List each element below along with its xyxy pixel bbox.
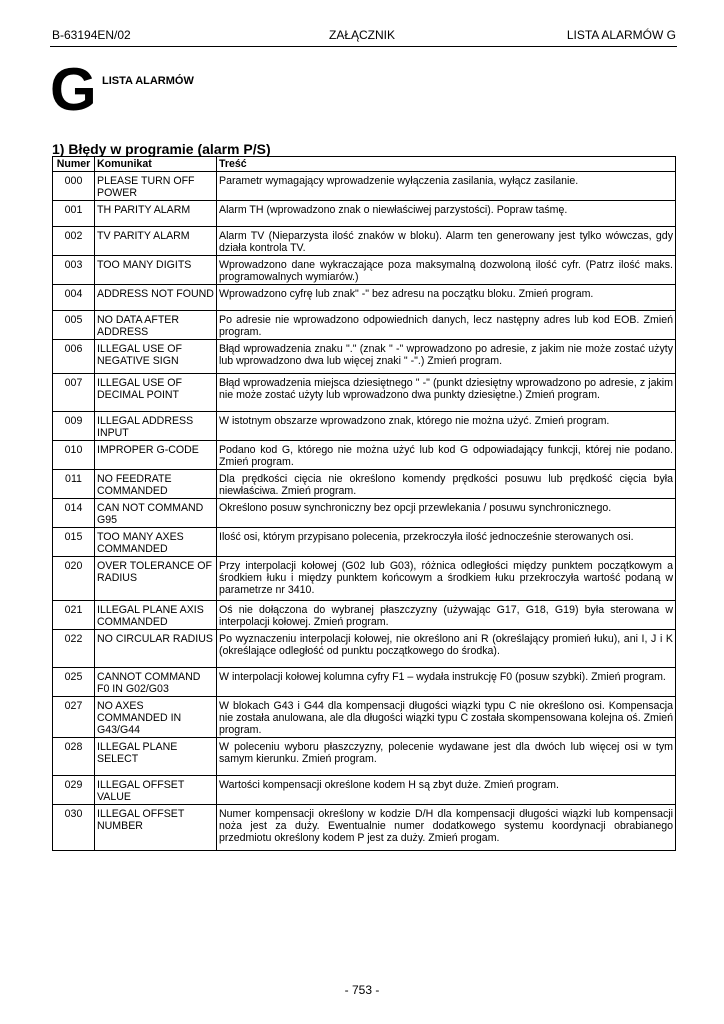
alarm-description: Numer kompensacji określony w kodzie D/H dla kompensacji długości wiązki lub kompensacji noża jest za duży. Ewentualnie numer dodatkowego systemu koordynacji obrabianego przedmiotu określony kodem P jest za duży. Zmień progam.: [217, 805, 676, 851]
page-number: - 753 -: [344, 983, 380, 997]
alarm-message: ILLEGAL OFFSET VALUE: [95, 776, 217, 805]
alarm-number: 009: [53, 412, 95, 441]
section-title: 1) Błędy w programie (alarm P/S): [52, 141, 271, 157]
alarm-description: Wprowadzono dane wykraczające poza maksymalną dozwoloną ilość cyfr. (Patrz ilość maks. programowalnych wymiarów.): [217, 256, 676, 285]
header-chapter: ZAŁĄCZNIK: [328, 28, 395, 42]
alarm-message: CAN NOT COMMAND G95: [95, 499, 217, 528]
alarm-description: Błąd wprowadzenia miejsca dziesiętnego " -" (punkt dziesiętny wprowadzono po adresie, z jakim nie może zostać użyty lub wprowadzono dwa punkty dziesiętne.) Zmień program.: [217, 374, 676, 412]
table-row: [53, 311, 676, 340]
alarm-message: ADDRESS NOT FOUND: [95, 285, 217, 311]
alarm-message: NO FEEDRATE COMMANDED: [95, 470, 217, 499]
alarm-number: 007: [53, 374, 95, 412]
table-row: [53, 470, 676, 499]
alarm-description: Określono posuw synchroniczny bez opcji przewlekania / posuwu synchronicznego.: [217, 499, 676, 528]
alarm-description: Przy interpolacji kołowej (G02 lub G03), różnica odległości między punktem początkowym a środkiem łuku i między punktem końcowym a środkiem łuku przekroczyła wartość podaną w parametrze nr 3410.: [217, 557, 676, 601]
alarm-description: Dla prędkości cięcia nie określono komendy prędkości posuwu lub prędkość cięcia była niewłaściwa. Zmień program.: [217, 470, 676, 499]
table-row: [53, 285, 676, 311]
alarm-number: 004: [53, 285, 95, 311]
alarm-message: ILLEGAL OFFSET NUMBER: [95, 805, 217, 851]
table-header-row: [53, 157, 676, 172]
table-row: [53, 697, 676, 738]
alarm-table: [52, 156, 676, 851]
alarm-number: 006: [53, 340, 95, 374]
alarm-message: TOO MANY DIGITS: [95, 256, 217, 285]
table-row: [53, 412, 676, 441]
alarm-number: 011: [53, 470, 95, 499]
alarm-message: CANNOT COMMAND F0 IN G02/G03: [95, 668, 217, 697]
alarm-message: TH PARITY ALARM: [95, 201, 217, 227]
alarm-description: Wartości kompensacji określone kodem H są zbyt duże. Zmień program.: [217, 776, 676, 805]
alarm-description: Po adresie nie wprowadzono odpowiednich danych, lecz następny adres lub kod EOB. Zmień program.: [217, 311, 676, 340]
alarm-message: TOO MANY AXES COMMANDED: [95, 528, 217, 557]
table-row: [53, 374, 676, 412]
table-row: [53, 201, 676, 227]
alarm-description: W istotnym obszarze wprowadzono znak, którego nie można użyć. Zmień program.: [217, 412, 676, 441]
table-row: [53, 528, 676, 557]
alarm-description: Po wyznaczeniu interpolacji kołowej, nie określono ani R (określający promień łuku), ani I, J i K (określające odległość od punktu początkowego do środka).: [217, 630, 676, 668]
column-header-number: Numer: [53, 157, 95, 172]
appendix-letter: G: [50, 56, 97, 123]
table-row: [53, 256, 676, 285]
alarm-number: 021: [53, 601, 95, 630]
appendix-title: LISTA ALARMÓW: [102, 75, 194, 87]
alarm-number: 001: [53, 201, 95, 227]
alarm-number: 025: [53, 668, 95, 697]
alarm-message: PLEASE TURN OFF POWER: [95, 172, 217, 201]
alarm-message: OVER TOLERANCE OF RADIUS: [95, 557, 217, 601]
table-row: [53, 499, 676, 528]
table-row: [53, 738, 676, 776]
table-row: [53, 601, 676, 630]
header-doc-number: B-63194EN/02: [52, 28, 131, 42]
alarm-number: 030: [53, 805, 95, 851]
alarm-message: ILLEGAL PLANE AXIS COMMANDED: [95, 601, 217, 630]
header-rule: [50, 46, 677, 47]
header-section: LISTA ALARMÓW G: [566, 28, 676, 42]
alarm-number: 015: [53, 528, 95, 557]
alarm-message: ILLEGAL USE OF NEGATIVE SIGN: [95, 340, 217, 374]
alarm-number: 014: [53, 499, 95, 528]
table-row: [53, 557, 676, 601]
table-row: [53, 441, 676, 470]
table-row: [53, 776, 676, 805]
alarm-message: ILLEGAL PLANE SELECT: [95, 738, 217, 776]
alarm-description: W poleceniu wyboru płaszczyzny, polecenie wydawane jest dla dwóch lub więcej osi w tym samym kierunku. Zmień program.: [217, 738, 676, 776]
alarm-number: 000: [53, 172, 95, 201]
alarm-message: TV PARITY ALARM: [95, 227, 217, 256]
table-row: [53, 630, 676, 668]
alarm-number: 022: [53, 630, 95, 668]
alarm-description: W blokach G43 i G44 dla kompensacji długości wiązki typu C nie określono osi. Kompensacja nie została anulowana, ale dla długości wiązki typu C została skompensowana kolejna oś. Zmień program.: [217, 697, 676, 738]
alarm-description: Alarm TH (wprowadzono znak o niewłaściwej parzystości). Popraw taśmę.: [217, 201, 676, 227]
alarm-number: 029: [53, 776, 95, 805]
alarm-description: Błąd wprowadzenia znaku "." (znak " -" wprowadzono po adresie, z jakim nie może zostać użyty lub wprowadzono dwa lub więcej znaki " -".) Zmień program.: [217, 340, 676, 374]
alarm-description: Alarm TV (Nieparzysta ilość znaków w bloku). Alarm ten generowany jest tylko wówczas, gdy działa kontrola TV.: [217, 227, 676, 256]
alarm-number: 020: [53, 557, 95, 601]
alarm-description: Ilość osi, którym przypisano polecenia, przekroczyła ilość jednocześnie sterowanych osi.: [217, 528, 676, 557]
alarm-message: NO DATA AFTER ADDRESS: [95, 311, 217, 340]
alarm-number: 005: [53, 311, 95, 340]
alarm-message: NO CIRCULAR RADIUS: [95, 630, 217, 668]
alarm-message: ILLEGAL USE OF DECIMAL POINT: [95, 374, 217, 412]
alarm-number: 028: [53, 738, 95, 776]
column-header-description: Treść: [217, 157, 676, 172]
alarm-description: W interpolacji kołowej kolumna cyfry F1 – wydała instrukcję F0 (posuw szybki). Zmień program.: [217, 668, 676, 697]
alarm-number: 027: [53, 697, 95, 738]
table-row: [53, 340, 676, 374]
alarm-message: IMPROPER G-CODE: [95, 441, 217, 470]
table-row: [53, 805, 676, 851]
alarm-description: Wprowadzono cyfrę lub znak" -" bez adresu na początku bloku. Zmień program.: [217, 285, 676, 311]
column-header-message: Komunikat: [95, 157, 217, 172]
alarm-message: ILLEGAL ADDRESS INPUT: [95, 412, 217, 441]
alarm-number: 010: [53, 441, 95, 470]
alarm-description: Parametr wymagający wprowadzenie wyłączenia zasilania, wyłącz zasilanie.: [217, 172, 676, 201]
alarm-description: Oś nie dołączona do wybranej płaszczyzny (używając G17, G18, G19) była sterowana w interpolacji kołowej. Zmień program.: [217, 601, 676, 630]
alarm-description: Podano kod G, którego nie można użyć lub kod G odpowiadający funkcji, której nie podano. Zmień program.: [217, 441, 676, 470]
alarm-number: 003: [53, 256, 95, 285]
table-body: [53, 172, 676, 851]
table-row: [53, 668, 676, 697]
alarm-message: NO AXES COMMANDED IN G43/G44: [95, 697, 217, 738]
table-row: [53, 172, 676, 201]
alarm-number: 002: [53, 227, 95, 256]
table-row: [53, 227, 676, 256]
